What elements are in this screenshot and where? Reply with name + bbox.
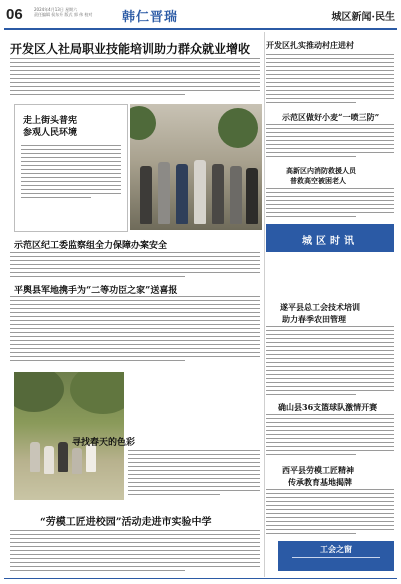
date-line: 2024年4月13日 星期六 (34, 7, 78, 12)
union-window-ad[interactable] (278, 541, 394, 571)
right-headline-3[interactable]: 高新区内消防救援人员 (286, 166, 356, 175)
right-headline-6[interactable]: 传承教育基地揭牌 (288, 477, 352, 487)
right-article-1-body (266, 54, 394, 106)
right-headline-5[interactable]: 确山县36支篮球队激情开赛 (278, 402, 378, 412)
masthead (4, 4, 397, 30)
page-number: 06 (6, 6, 23, 23)
middle-article-2-body (10, 296, 260, 366)
banner-label: 城区时讯 (302, 236, 358, 247)
section-banner (266, 224, 394, 252)
column-divider (264, 32, 265, 577)
main-headline[interactable]: 开发区人社局职业技能培训助力群众就业增收 (10, 42, 251, 56)
issue-meta (34, 7, 92, 17)
photo-caption: 寻找春天的色彩 (72, 438, 136, 448)
right-headline-6[interactable]: 西平县劳模工匠精神 (282, 465, 354, 475)
sidebar-title (23, 115, 77, 139)
right-article-5-body (266, 414, 394, 460)
ad-title: 工会之窗 (320, 544, 352, 554)
right-headline-4[interactable]: 遂平县总工会技术培训 (280, 302, 360, 312)
sidebar-title-line: 走上街头普宪 (23, 116, 78, 126)
right-article-6-body (266, 489, 394, 537)
middle-headline-2[interactable]: 平舆县军地携手为“二等功臣之家”送喜报 (14, 286, 178, 296)
paper-name: 韩仁晋瑞 (122, 10, 179, 25)
editor-line: 责任编辑 侯东升 版式 郭 伟 校对 (34, 12, 93, 17)
right-article-4-body (266, 326, 394, 398)
section-name: 城区新闻·民生 (331, 12, 395, 23)
middle-article-1-body (10, 252, 260, 280)
right-headline-3[interactable]: 普救高空被困老人 (290, 176, 346, 185)
right-headline-2[interactable]: 示范区做好小麦“一喷三防” (282, 112, 380, 122)
right-article-3-body (266, 188, 394, 220)
news-photo-group (130, 104, 262, 230)
bottom-headline[interactable]: “劳模工匠进校园”活动走进市实验中学 (40, 517, 212, 528)
sidebar-article[interactable] (14, 104, 128, 232)
main-article-body (10, 58, 260, 100)
right-article-2-body (266, 124, 394, 162)
ad-subtitle-line (292, 557, 380, 563)
sidebar-title-line: 参观人民环境 (23, 128, 78, 138)
sidebar-body (21, 145, 121, 225)
middle-headline-1[interactable]: 示范区纪工委监察组全力保障办案安全 (14, 241, 168, 251)
bottom-article-body (10, 530, 260, 574)
right-headline-4[interactable]: 助力春季农田管理 (282, 314, 346, 324)
photo-caption-body (128, 450, 260, 500)
right-headline-1[interactable]: 开发区扎实推动村庄进村 (266, 40, 354, 50)
page-footer-rule (4, 578, 397, 582)
